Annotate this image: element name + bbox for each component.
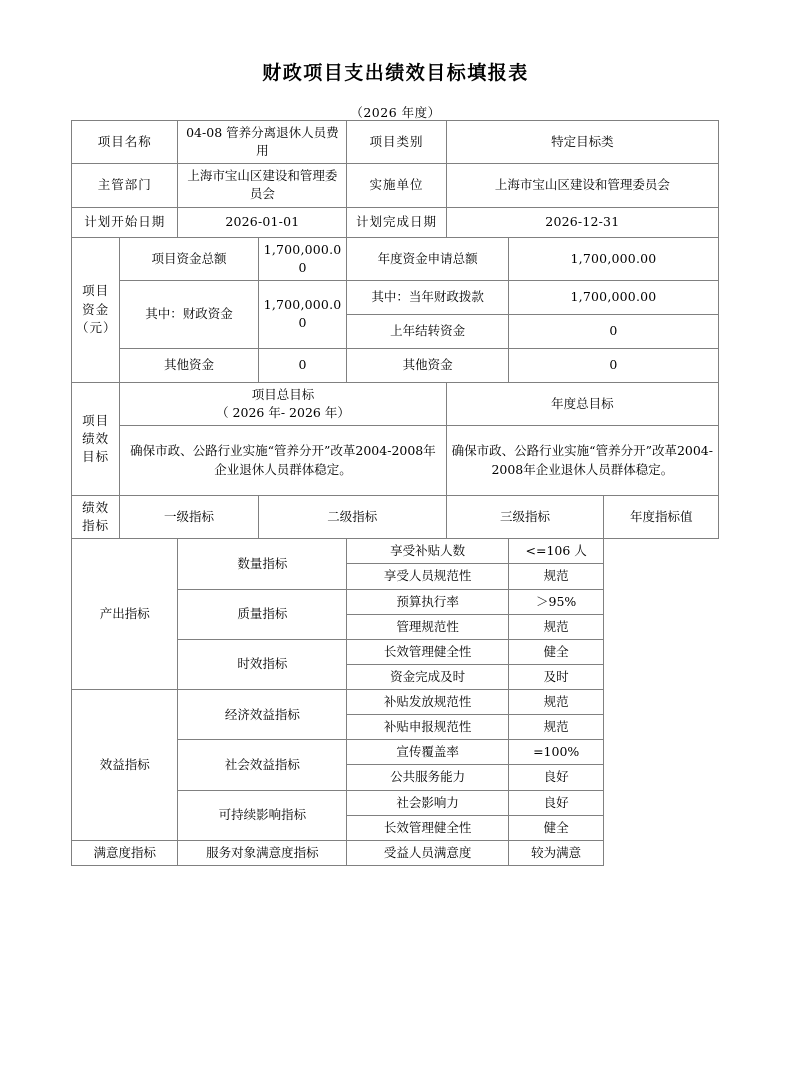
indicator-level2: 社会效益指标	[178, 740, 347, 790]
indicator-level1: 产出指标	[72, 539, 178, 690]
indicators-section-label	[72, 496, 120, 539]
header-level2: 二级指标	[258, 496, 446, 539]
table-row	[72, 237, 719, 280]
annual-goal-header: 年度总目标	[446, 382, 718, 425]
goals-section-label-line3: 目标	[82, 448, 110, 464]
fund-total-value: 1,700,000.00	[258, 237, 346, 280]
indicator-level1: 效益指标	[72, 690, 178, 841]
indicator-annual-value: ＞95%	[508, 589, 603, 614]
indicator-level3: 管理规范性	[347, 614, 509, 639]
page-title: 财政项目支出绩效目标填报表	[262, 62, 529, 84]
indicator-level1: 满意度指标	[72, 840, 178, 865]
table-row	[72, 426, 719, 496]
indicator-level3: 长效管理健全性	[347, 815, 509, 840]
indicators-section-label-line2: 指标	[82, 518, 110, 534]
plan-end-value: 2026-12-31	[446, 207, 718, 237]
indicator-level3: 补贴申报规范性	[347, 715, 509, 740]
carryover-value: 0	[508, 314, 718, 348]
current-year-appropriation-label: 其中：当年财政拨款	[347, 280, 509, 314]
other-fund-right-value: 0	[508, 348, 718, 382]
performance-goal-form	[71, 120, 719, 866]
fiscal-fund-label: 其中：财政资金	[120, 280, 259, 348]
project-name-value: 04-08 管养分离退休人员费用	[178, 121, 347, 164]
implementing-unit-label: 实施单位	[347, 164, 446, 207]
goals-section-label	[72, 382, 120, 495]
indicators-section-label-line1: 绩效	[82, 500, 110, 515]
indicator-annual-value: 规范	[508, 690, 603, 715]
project-category-value: 特定目标类	[446, 121, 718, 164]
funds-section-label	[72, 237, 120, 382]
project-goal-text: 确保市政、公路行业实施“管养分开”改革2004-2008年企业退休人员群体稳定。	[120, 426, 446, 496]
fiscal-fund-value: 1,700,000.00	[258, 280, 346, 348]
indicator-level3: 享受人员规范性	[347, 564, 509, 589]
project-name-label: 项目名称	[72, 121, 178, 164]
indicator-row	[72, 690, 719, 715]
indicator-annual-value: 规范	[508, 564, 603, 589]
plan-end-label: 计划完成日期	[347, 207, 446, 237]
project-goal-header-period: （ 2026 年- 2026 年）	[216, 404, 350, 420]
fund-total-label: 项目资金总额	[120, 237, 259, 280]
table-row	[72, 121, 719, 164]
other-fund-right-label: 其他资金	[347, 348, 509, 382]
supervising-dept-label: 主管部门	[72, 164, 178, 207]
indicator-level3: 预算执行率	[347, 589, 509, 614]
indicator-annual-value: 健全	[508, 815, 603, 840]
indicator-annual-value: 良好	[508, 765, 603, 790]
indicator-level3: 受益人员满意度	[347, 840, 509, 865]
indicator-level2: 时效指标	[178, 639, 347, 689]
indicator-level3: 长效管理健全性	[347, 639, 509, 664]
project-goal-header	[120, 382, 446, 425]
indicator-annual-value: 规范	[508, 715, 603, 740]
indicator-annual-value: 较为满意	[508, 840, 603, 865]
funds-section-label-line1: 项目资金	[82, 283, 110, 317]
supervising-dept-value: 上海市宝山区建设和管理委员会	[178, 164, 347, 207]
goals-section-label-line2: 绩效	[82, 430, 110, 446]
indicator-level3: 资金完成及时	[347, 664, 509, 689]
page-subtitle: （2026 年度）	[350, 105, 441, 120]
indicator-annual-value: 良好	[508, 790, 603, 815]
indicator-row	[72, 840, 719, 865]
indicator-level3: 社会影响力	[347, 790, 509, 815]
indicator-rows-body	[72, 539, 719, 866]
indicator-annual-value: 及时	[508, 664, 603, 689]
header-level1: 一级指标	[120, 496, 259, 539]
implementing-unit-value: 上海市宝山区建设和管理委员会	[446, 164, 718, 207]
funds-section-label-line2: （元）	[76, 319, 117, 335]
indicator-row	[72, 539, 719, 564]
project-category-label: 项目类别	[347, 121, 446, 164]
indicator-annual-value: <=106 人	[508, 539, 603, 564]
header-annual-value: 年度指标值	[604, 496, 719, 539]
indicator-level2: 经济效益指标	[178, 690, 347, 740]
table-row	[72, 207, 719, 237]
table-row	[72, 496, 719, 539]
annual-request-value: 1,700,000.00	[508, 237, 718, 280]
indicator-level2: 质量指标	[178, 589, 347, 639]
annual-request-label: 年度资金申请总额	[347, 237, 509, 280]
table-row	[72, 382, 719, 425]
table-row	[72, 348, 719, 382]
indicator-level3: 宣传覆盖率	[347, 740, 509, 765]
indicator-level2: 可持续影响指标	[178, 790, 347, 840]
plan-start-value: 2026-01-01	[178, 207, 347, 237]
indicator-level3: 补贴发放规范性	[347, 690, 509, 715]
indicator-level2: 服务对象满意度指标	[178, 840, 347, 865]
indicator-annual-value: 健全	[508, 639, 603, 664]
table-row	[72, 164, 719, 207]
indicator-annual-value: 规范	[508, 614, 603, 639]
table-row	[72, 280, 719, 314]
header-level3: 三级指标	[446, 496, 604, 539]
annual-goal-text: 确保市政、公路行业实施“管养分开”改革2004-2008年企业退休人员群体稳定。	[446, 426, 718, 496]
carryover-label: 上年结转资金	[347, 314, 509, 348]
plan-start-label: 计划开始日期	[72, 207, 178, 237]
indicator-annual-value: =100%	[508, 740, 603, 765]
goals-section-label-line1: 项目	[82, 412, 110, 428]
indicator-level3: 享受补贴人数	[347, 539, 509, 564]
other-fund-left-label: 其他资金	[120, 348, 259, 382]
project-goal-header-title: 项目总目标	[251, 386, 315, 402]
indicator-level3: 公共服务能力	[347, 765, 509, 790]
indicator-level2: 数量指标	[178, 539, 347, 589]
other-fund-left-value: 0	[258, 348, 346, 382]
current-year-appropriation-value: 1,700,000.00	[508, 280, 718, 314]
